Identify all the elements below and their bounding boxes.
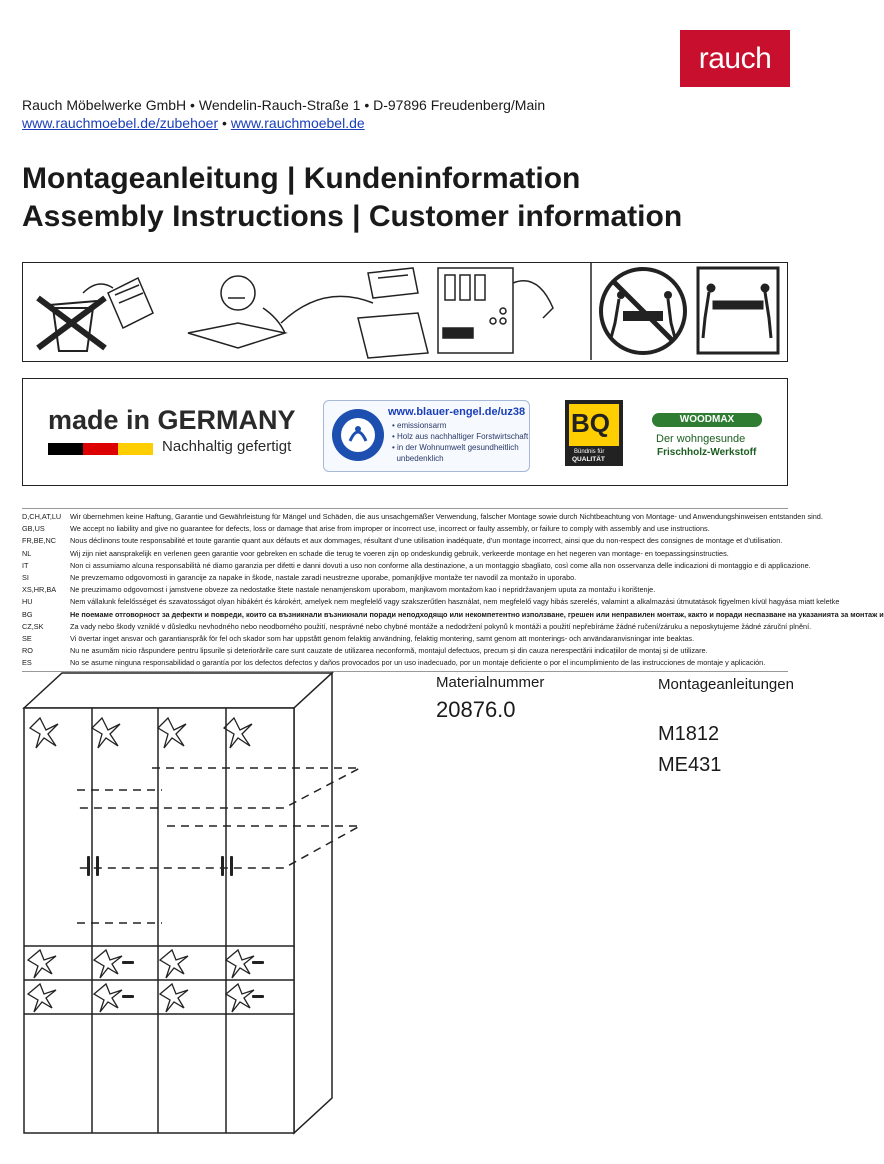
made-in-germany-text: made in GERMANY — [48, 405, 296, 435]
no-dragging-pictogram — [601, 269, 685, 353]
no-trash-pictogram — [38, 298, 105, 351]
two-person-lift-pictogram — [698, 268, 778, 353]
legal-row: SI Ne prevzemamo odgovornosti in garancije za napake in škode, nastale zaradi neustrezne uporabe, pomanjkljive montaže ter navodil za montažo in uporabo. — [22, 572, 577, 582]
sustainable-text: Nachhaltig gefertigt — [162, 438, 292, 455]
blue-angel-item: • in der Wohnumwelt gesundheitlich — [392, 443, 519, 452]
rauch-logo: rauch — [680, 30, 790, 87]
blue-angel-icon — [330, 405, 386, 465]
woodmax-badge: WOODMAX — [652, 413, 762, 427]
legal-row: GB,US We accept no liability and give no guarantee for defects, loss or damage that arise from improper or incorrect use, incorrect or faulty assembly, or failure to comply with assembly and use instructions. — [22, 524, 710, 534]
bq-sub1: Bündnis für — [574, 449, 605, 455]
instruction-code: M1812 — [658, 723, 720, 745]
legal-row: XS,HR,BA Ne preuzimamo odgovornost i jamstvene obveze za nedostatke štete nastale nenamjenskom uporabom, manjkavom montažom kao i nepridržavanjem uputa za montažu i korištenje. — [22, 585, 656, 595]
legal-row: ES No se asume ninguna responsabilidad o garantía por los defectos defectos y daños provocados por un uso inadecuado, por un montaje deficiente o por el incumplimiento de las instrucciones de montaje y aplicación. — [22, 658, 766, 668]
woodmax-line1: Der wohngesunde — [656, 433, 746, 445]
woodmax-line2: Frischholz-Werkstoff — [657, 447, 757, 458]
legal-row: SE Vi övertar inget ansvar och garantianspråk för fel och skador som har uppstått genom felaktig användning, felaktig montering, samt genom att monterings- och användaranvisningar inte beaktas. — [22, 633, 695, 643]
legal-row: IT Non ci assumiamo alcuna responsabilità né diamo garanzia per difetti e danni dovuti a uso non conforme alla destinazione, a un montaggio sbagliato, così come alla non osservanza delle indicazioni di montaggio e di applicazione. — [22, 560, 811, 570]
blue-angel-item: • emissionsarm — [392, 421, 447, 430]
blue-angel-item: unbedenklich — [396, 454, 444, 463]
homepage-link[interactable]: www.rauchmoebel.de — [230, 115, 365, 131]
legal-row: CZ,SK Za vady nebo škody vzniklé v důsledku nevhodného nebo neodborného použití, nesprávné nebo chybné montáže a nedodržení pokynů k montáži a použití nepřebíráme žádné ručení/záruku a neposkytujeme žádné záruční plnění. — [22, 621, 812, 631]
blue-angel-item: • Holz aus nachhaltiger Forstwirtschaft — [392, 432, 529, 441]
legal-row: BG Не поемаме отговорност за дефекти и повреди, които са възникнали възникнали поради неподходящо или некомпетентно използване, грешен или неправилен монтаж, както и поради неспазване на указанията за монтаж и — [22, 609, 884, 619]
pictogram-illustrations — [23, 263, 786, 360]
website-links — [22, 115, 365, 131]
bq-sub2: QUALITÄT — [572, 456, 605, 463]
legal-disclaimer-list — [22, 511, 884, 669]
instructions-label: Montageanleitungen — [658, 676, 794, 693]
material-number: 20876.0 — [436, 697, 516, 722]
page-title-en: Assembly Instructions | Customer information — [22, 200, 683, 233]
legal-row: HU Nem vállalunk felelősséget és szavatosságot olyan hibákért és károkért, amelyek nem megfelelő vagy szakszerűtlen használat, nem megfelelő vagy hibás szerelés, valamint a alkalmazási útmutatások figyelmen kívül hagyása miatt keletke — [22, 597, 840, 607]
link-separator: • — [222, 115, 227, 131]
wardrobe-top — [24, 673, 332, 708]
wardrobe-side — [294, 673, 332, 1133]
blue-angel-list — [392, 420, 528, 464]
instruction-pictogram-strip — [22, 262, 788, 362]
legal-row: NL Wij zijn niet aansprakelijk en verlenen geen garantie voor gebreken en schade die terug te voeren zijn op ondeskundig gebruik, verkeerde montage en het negeren van montage- en toepassingsinstructies. — [22, 548, 729, 558]
blue-angel-url: www.blauer-engel.de/uz38 — [388, 406, 526, 418]
german-flag-bar — [48, 443, 152, 455]
legal-row: RO Nu ne asumăm nicio răspundere pentru lipsurile și deteriorările care sunt cauzate de utilizarea neconformă, montajul defectuos, precum și din cauza nerespectării indicațiilor de montaj și de utilizare. — [22, 646, 708, 656]
legal-row: D,CH,AT,LU Wir übernehmen keine Haftung, Garantie und Gewährleistung für Mängel und Schäden, die aus unsachgemäßer Verwendung, falscher Montage sowie durch Nichtbeachtung von Montage- und Anwendungshinweisen entstanden sind. — [22, 512, 823, 521]
material-number-label: Materialnummer — [436, 674, 545, 691]
wardrobe-front — [24, 708, 294, 1133]
legal-top-rule — [22, 508, 788, 509]
folder-pictogram — [358, 268, 428, 358]
wardrobe-illustration — [22, 668, 402, 1158]
legal-row: FR,BE,NC Nous déclinons toute responsabilité et toute garantie quant aux défauts et aux dommages, résultant d’une utilisation inadéquate, d’un montage incorrect, ainsi que du non-respect des consignes de montage et d’utilisation. — [22, 536, 783, 546]
page-title-de: Montageanleitung | Kundeninformation — [22, 162, 581, 195]
instruction-code: ME431 — [658, 754, 722, 776]
company-address: Rauch Möbelwerke GmbH • Wendelin-Rauch-Straße 1 • D-97896 Freudenberg/Main — [22, 97, 546, 113]
accessories-link[interactable]: www.rauchmoebel.de/zubehoer — [22, 115, 219, 131]
reading-pictogram — [188, 276, 285, 348]
bq-mark: BQ — [571, 408, 610, 438]
control-panel-pictogram — [438, 268, 553, 353]
